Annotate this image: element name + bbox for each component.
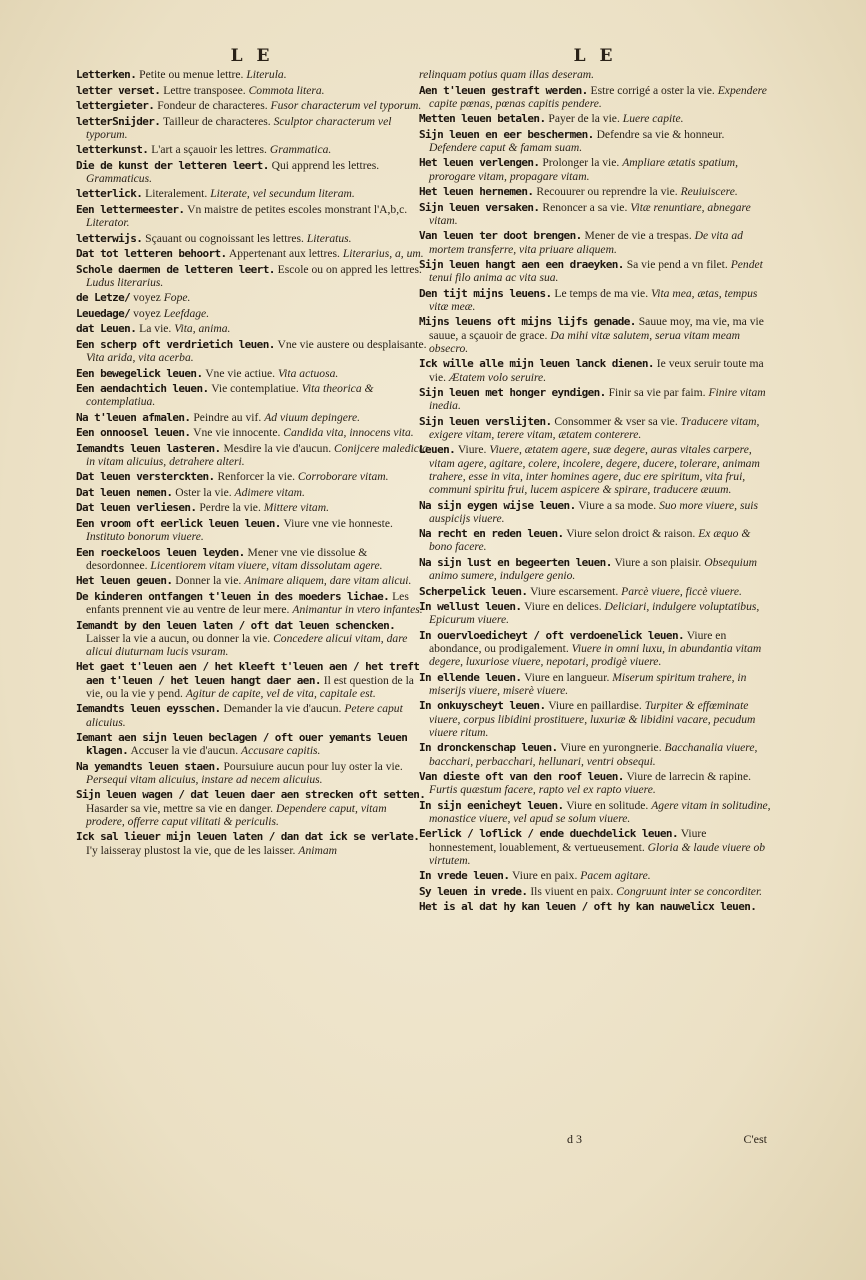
latin-gloss: Reuiuiscere. — [680, 185, 738, 199]
headword: Dat leuen versterckten. — [76, 470, 215, 484]
headword: Metten leuen betalen. — [419, 112, 546, 126]
dictionary-entry — [419, 128, 771, 154]
french-gloss: Renoncer a sa vie. — [542, 200, 628, 214]
latin-gloss: Expendere capite pœnas, pœnas capitis pendere. — [429, 83, 767, 110]
dictionary-entry — [419, 499, 771, 525]
latin-gloss: Pendet tenui filo anima ac vita sua. — [429, 258, 763, 285]
latin-gloss: Corroborare vitam. — [297, 470, 389, 484]
headword: Na recht en reden leuen. — [419, 527, 564, 541]
latin-gloss: Vitæ renuntiare, abnegare vitam. — [429, 200, 751, 227]
dictionary-entry — [76, 426, 428, 439]
latin-gloss: Ætatem volo seruire. — [448, 370, 547, 384]
dictionary-entry — [76, 291, 428, 304]
french-gloss: La vie. — [139, 322, 172, 336]
latin-gloss: Ad viuum depingere. — [264, 410, 361, 424]
latin-gloss: Parcè viuere, ficcè viuere. — [621, 584, 742, 598]
french-gloss: Ils viuent en paix. — [530, 884, 614, 898]
latin-gloss: Ludus literarius. — [86, 275, 164, 289]
french-gloss: Sauue moy, ma vie, ma vie sauue, a sçauoir de grace. — [429, 315, 764, 342]
latin-gloss: Mittere vitam. — [263, 501, 329, 515]
french-gloss: Laisser la vie a aucun, ou donner la vie. — [86, 631, 271, 645]
headword: Schole daermen de letteren leert. — [76, 262, 275, 276]
headword: letter verset. — [76, 83, 161, 97]
latin-gloss: Grammaticus. — [86, 171, 153, 185]
headword: Sijn leuen versaken. — [419, 200, 540, 214]
dictionary-entry — [76, 307, 428, 320]
headword: Een vroom oft eerlick leuen leuen. — [76, 516, 281, 530]
headword: In dronckenschap leuen. — [419, 741, 558, 755]
dictionary-entry — [76, 442, 428, 468]
latin-gloss: Da mihi vitæ salutem, serua vitam meam obsecro. — [429, 328, 741, 355]
french-gloss: Perdre la vie. — [199, 501, 261, 515]
dictionary-entry — [76, 760, 428, 786]
dictionary-entry — [76, 546, 428, 572]
dictionary-entry — [76, 470, 428, 483]
headword: Sijn leuen hangt aen een draeyken. — [419, 258, 624, 272]
headword: Die de kunst der letteren leert. — [76, 158, 269, 172]
latin-gloss: Persequi vitam alicuius, instare ad necem alicuius. — [86, 772, 323, 786]
headword: Na sijn eygen wijse leuen. — [419, 498, 576, 512]
french-gloss: Viure selon droict & raison. — [566, 527, 696, 541]
latin-gloss: Accusare capitis. — [241, 744, 321, 758]
latin-gloss: Agitur de capite, vel de vita, capitale est. — [185, 686, 376, 700]
french-gloss: Consommer & vser sa vie. — [554, 414, 678, 428]
latin-gloss: Deliciari, indulgere voluptatibus, Epicurum viuere. — [429, 600, 760, 627]
dictionary-entry — [419, 156, 771, 182]
headword: Sy leuen in vrede. — [419, 884, 528, 898]
headword: In ouervloedicheyt / oft verdoenelick leuen. — [419, 628, 684, 642]
french-gloss: Payer de la vie. — [548, 112, 620, 126]
dictionary-entry — [419, 443, 771, 496]
latin-gloss: Candida vita, innocens vita. — [283, 426, 414, 440]
dictionary-entry — [76, 486, 428, 499]
headword: Sijn leuen met honger eyndigen. — [419, 386, 606, 400]
catchword: C'est — [743, 1132, 767, 1146]
headword: letterSnijder. — [76, 114, 161, 128]
dictionary-entry — [76, 590, 428, 616]
latin-gloss: Concedere alicui vitam, dare alicui diuturnam lucis vsuram. — [86, 631, 408, 658]
headword: Na yemandts leuen staen. — [76, 759, 221, 773]
french-gloss: Vne vie actiue. — [205, 366, 276, 380]
dictionary-entry — [419, 699, 771, 739]
headword: Iemandts leuen lasteren. — [76, 441, 221, 455]
headword: Mijns leuens oft mijns lijfs genade. — [419, 315, 636, 329]
latin-gloss: Literula. — [246, 68, 287, 81]
french-gloss: Donner la vie. — [175, 574, 242, 588]
headword: Dat leuen nemen. — [76, 485, 173, 499]
headword: In ellende leuen. — [419, 670, 522, 684]
dictionary-entry — [419, 770, 771, 796]
headword: Sijn leuen en eer beschermen. — [419, 127, 594, 141]
headword: Een bewegelick leuen. — [76, 366, 203, 380]
latin-gloss: Instituto bonorum viuere. — [86, 530, 204, 544]
french-gloss: voyez — [133, 291, 161, 305]
dictionary-entry — [76, 367, 428, 380]
latin-gloss: relinquam potius quam illas deseram. — [419, 68, 595, 81]
french-gloss: I'y laisseray plustost la vie, que de les laisser. — [86, 843, 296, 857]
latin-gloss: Vita theorica & contemplatiua. — [86, 382, 374, 409]
dictionary-entry — [419, 799, 771, 825]
latin-gloss: Miserum spiritum trahere, in miserijs viuere, miserè viuere. — [429, 670, 747, 697]
headword: Dat tot letteren behoort. — [76, 247, 227, 261]
french-gloss: Viure a sa mode. — [578, 498, 657, 512]
french-gloss: Mener de vie a trespas. — [584, 229, 692, 243]
latin-gloss: Commota litera. — [248, 83, 325, 97]
latin-gloss: Furtis quæstum facere, rapto vel ex rapto viuere. — [429, 783, 656, 797]
dictionary-entry — [419, 600, 771, 626]
latin-gloss: Conijcere maledicta in vitam alicuius, detrahere alteri. — [86, 441, 428, 468]
dictionary-entry — [76, 115, 428, 141]
french-gloss: Vne vie austere ou desplaisante. — [277, 337, 427, 351]
left-column — [76, 46, 428, 859]
headword: Letterken. — [76, 68, 137, 81]
dictionary-entry — [419, 900, 771, 913]
dictionary-entry — [419, 315, 771, 355]
latin-gloss: Literarius, a, um. — [342, 247, 424, 261]
latin-gloss: Grammatica. — [269, 143, 332, 157]
french-gloss: Oster la vie. — [175, 485, 232, 499]
french-gloss: Viure honnestement, louablement, & vertueusement. — [429, 827, 707, 854]
french-gloss: Estre corrigé a oster la vie. — [590, 83, 715, 97]
headword: Een aendachtich leuen. — [76, 382, 209, 396]
dictionary-entry — [76, 788, 428, 828]
dictionary-entry — [419, 869, 771, 882]
headword: De kinderen ontfangen t'leuen in des moeders lichae. — [76, 589, 390, 603]
signature-mark: d 3 — [567, 1132, 582, 1146]
latin-gloss: Finire vitam inedia. — [429, 386, 766, 413]
headword: Het leuen geuen. — [76, 574, 173, 588]
french-gloss: Le temps de ma vie. — [554, 286, 649, 300]
headword: Een roeckeloos leuen leyden. — [76, 545, 245, 559]
french-gloss: Viure en abondance, ou prodigalement. — [429, 628, 727, 656]
latin-gloss: Animantur in vtero infantes. — [292, 603, 423, 617]
dictionary-entry — [419, 258, 771, 284]
dictionary-entry — [419, 287, 771, 313]
headword: Een lettermeester. — [76, 202, 185, 216]
latin-gloss: Fusor characterum vel typorum. — [270, 99, 422, 112]
headword: Iemant aen sijn leuen beclagen / oft ouer yemants leuen klagen. — [76, 731, 408, 758]
dictionary-entry — [76, 411, 428, 424]
headword: Van leuen ter doot brengen. — [419, 229, 582, 243]
french-gloss: Escole ou on appred les lettres. — [277, 262, 422, 276]
dictionary-entry — [76, 660, 428, 700]
french-gloss: Viure en yurongnerie. — [560, 741, 662, 755]
french-gloss: Vn maistre de petites escoles monstrant l'A,b,c. — [187, 202, 408, 216]
french-gloss: L'art a sçauoir les lettres. — [151, 143, 267, 157]
dictionary-entry — [419, 386, 771, 412]
french-gloss: voyez — [133, 306, 161, 320]
latin-gloss: Traducere vitam, exigere vitam, terere vitam, ætatem conterere. — [429, 414, 760, 441]
dictionary-entry — [76, 232, 428, 245]
latin-gloss: Adimere vitam. — [234, 485, 305, 499]
latin-gloss: Vita mea, ætas, tempus vitæ meæ. — [429, 286, 758, 313]
headword: de Letze/ — [76, 291, 131, 305]
latin-gloss: Literatus. — [306, 231, 352, 245]
latin-gloss: Viuere in omni luxu, in abundantia vitam degere, luxuriose viuere, nepotari, prodigè viuere. — [429, 642, 762, 669]
latin-gloss: Suo more viuere, suis auspicijs viuere. — [429, 498, 759, 525]
headword: Na t'leuen afmalen. — [76, 410, 191, 424]
latin-gloss: Animare aliquem, dare vitam alicui. — [244, 574, 412, 588]
french-gloss: Sa vie pend a vn filet. — [626, 258, 728, 272]
dictionary-entry — [419, 357, 771, 383]
french-gloss: Viure escarsement. — [530, 584, 619, 598]
french-gloss: Accuser la vie d'aucun. — [130, 744, 239, 758]
latin-gloss: De vita ad mortem transferre, vita priuare aliquem. — [429, 229, 743, 256]
headword: Een onnoosel leuen. — [76, 426, 191, 440]
headword: Sijn leuen verslijten. — [419, 414, 552, 428]
french-gloss: Demander la vie d'aucun. — [223, 702, 342, 716]
headword: letterkunst. — [76, 143, 149, 157]
french-gloss: Prolonger la vie. — [542, 156, 620, 170]
french-gloss: Lettre transposee. — [163, 83, 246, 97]
latin-gloss: Pacem agitare. — [580, 869, 651, 883]
dictionary-entry — [419, 84, 771, 110]
french-gloss: Viure en solitude. — [566, 798, 649, 812]
french-gloss: Les enfants prennent vie au ventre de leur mere. — [86, 589, 409, 617]
dictionary-entry — [76, 830, 428, 856]
dictionary-entry — [419, 741, 771, 767]
latin-gloss: Vita arida, vita acerba. — [86, 351, 194, 365]
latin-gloss: Viuere, ætatem agere, suæ degere, auras vitales carpere, vitam agere, agitare, colere, incolere, degere, ducere, tolerare, animam trahere, esse in vita, inter homines agere, duc ere spiritum, vita frui, communi spiritu frui, lucem aspicere & spirare, traducere æuum. — [429, 443, 760, 497]
french-gloss: Mener vne vie dissolue & desordonnee. — [86, 545, 368, 572]
headword: Van dieste oft van den roof leuen. — [419, 770, 624, 784]
dictionary-entry — [419, 671, 771, 697]
headword: Iemandts leuen eysschen. — [76, 702, 221, 716]
headword: Den tijt mijns leuens. — [419, 286, 552, 300]
dictionary-entry — [419, 185, 771, 198]
french-gloss: Peindre au vif. — [193, 410, 262, 424]
dictionary-entry — [419, 415, 771, 441]
headword: letterlick. — [76, 187, 143, 201]
dictionary-entry — [419, 201, 771, 227]
french-gloss: Viure en langueur. — [524, 670, 610, 684]
french-gloss: Defendre sa vie & honneur. — [596, 127, 725, 141]
headword: letterwijs. — [76, 231, 143, 245]
headword: Het leuen hernemen. — [419, 185, 534, 199]
french-gloss: Viure en paix. — [512, 869, 578, 883]
latin-gloss: Leefdage. — [163, 306, 210, 320]
french-gloss: Viure en paillardise. — [548, 699, 642, 713]
headword: Aen t'leuen gestraft werden. — [419, 83, 588, 97]
headword: dat Leuen. — [76, 322, 137, 336]
latin-gloss: Vita, anima. — [174, 322, 231, 336]
headword: In sijn eenicheyt leuen. — [419, 798, 564, 812]
headword: Het gaet t'leuen aen / het kleeft t'leuen aen / het treft aen t'leuen / het leuen hangt daer aen. — [76, 660, 420, 687]
french-gloss: Poursuiure aucun pour luy oster la vie. — [223, 759, 403, 773]
latin-gloss: Agere vitam in solitudine, monastice viuere, vel apud se solum viuere. — [429, 798, 771, 825]
latin-gloss: Bacchanalia viuere, bacchari, perbacchari, hellunari, ventri obsequi. — [429, 741, 758, 768]
headword: Na sijn lust en begeerten leuen. — [419, 555, 612, 569]
headword: Dat leuen verliesen. — [76, 501, 197, 515]
right-column-header: L E — [573, 46, 617, 66]
right-entries — [419, 68, 771, 914]
dictionary-entry — [76, 574, 428, 587]
dictionary-entry — [76, 159, 428, 185]
headword: Leuen. — [419, 443, 456, 457]
dictionary-entry — [419, 885, 771, 898]
dictionary-entry — [419, 585, 771, 598]
latin-gloss: Turpiter & effœminate viuere, corpus libidini prostituere, luxuriæ & libidini vacare, pecudum viuere ritum. — [429, 699, 756, 739]
latin-gloss: Obsequium animo sumere, indulgere genio. — [429, 555, 758, 583]
right-column — [419, 46, 771, 916]
headword: Ick wille alle mijn leuen lanck dienen. — [419, 357, 654, 371]
dictionary-entry — [76, 99, 428, 112]
latin-gloss: Sculptor characterum vel typorum. — [86, 114, 392, 141]
headword: In vrede leuen. — [419, 869, 510, 883]
french-gloss: Il est question de la vie, ou la vie y pend. — [86, 673, 414, 700]
dictionary-entry — [76, 263, 428, 289]
latin-gloss: Vita actuosa. — [277, 366, 339, 380]
french-gloss: Appertenant aux lettres. — [228, 247, 340, 261]
french-gloss: Finir sa vie par faim. — [608, 386, 706, 400]
dictionary-entry — [419, 229, 771, 255]
french-gloss: Vie contemplatiue. — [211, 382, 299, 396]
dictionary-entry — [76, 247, 428, 260]
dictionary-entry — [76, 203, 428, 229]
headword: Het is al dat hy kan leuen / oft hy kan nauwelicx leuen. — [419, 900, 757, 914]
headword: Iemandt by den leuen laten / oft dat leuen schencken. — [76, 618, 396, 632]
french-gloss: Viure en delices. — [524, 600, 602, 614]
french-gloss: Viure. — [457, 443, 487, 457]
french-gloss: Viure vne vie honneste. — [283, 516, 393, 530]
dictionary-entry — [76, 84, 428, 97]
french-gloss: Petite ou menue lettre. — [139, 68, 244, 81]
french-gloss: Mesdire la vie d'aucun. — [223, 441, 332, 455]
french-gloss: Tailleur de characteres. — [163, 114, 271, 128]
latin-gloss: Literate, vel secundum literam. — [210, 187, 355, 201]
latin-gloss: Petere caput alicuius. — [86, 702, 403, 729]
dictionary-entry — [76, 68, 428, 81]
dictionary-entry — [76, 187, 428, 200]
dictionary-entry — [76, 143, 428, 156]
left-entries — [76, 68, 428, 857]
headword: In onkuyscheyt leuen. — [419, 699, 546, 713]
french-gloss: Viure de larrecin & rapine. — [626, 770, 752, 784]
latin-gloss: Fope. — [163, 291, 191, 305]
latin-gloss: Congruunt inter se concorditer. — [616, 884, 763, 898]
latin-gloss: Literator. — [86, 216, 130, 230]
headword: Ick sal lieuer mijn leuen laten / dan dat ick se verlate. — [76, 830, 420, 844]
french-gloss: Viure a son plaisir. — [614, 555, 702, 569]
dictionary-entry — [419, 556, 771, 582]
french-gloss: Hasarder sa vie, mettre sa vie en danger. — [86, 801, 274, 815]
latin-gloss: Gloria & laude viuere ob virtutem. — [429, 840, 766, 867]
dictionary-entry — [76, 382, 428, 408]
headword: Eerlick / loflick / ende duechdelick leuen. — [419, 827, 678, 841]
french-gloss: Renforcer la vie. — [217, 470, 296, 484]
dictionary-entry — [419, 629, 771, 669]
dictionary-entry — [76, 338, 428, 364]
french-gloss: Fondeur de characteres. — [157, 99, 268, 112]
dictionary-entry — [419, 112, 771, 125]
headword: Leuedage/ — [76, 306, 131, 320]
latin-gloss: Ampliare ætatis spatium, prorogare vitam, propagare vitam. — [429, 156, 739, 183]
dictionary-entry — [76, 517, 428, 543]
french-gloss: Qui apprend les lettres. — [271, 158, 380, 172]
left-column-header: L E — [230, 46, 274, 66]
latin-gloss: Licentiorem vitam viuere, vitam dissolutam agere. — [150, 558, 383, 572]
dictionary-entry — [76, 322, 428, 335]
headword: In wellust leuen. — [419, 600, 522, 614]
headword: Een scherp oft verdrietich leuen. — [76, 337, 275, 351]
latin-gloss: Luere capite. — [622, 112, 684, 126]
dictionary-entry — [419, 527, 771, 553]
latin-gloss: Defendere caput & famam suam. — [429, 140, 583, 154]
headword: Scherpelick leuen. — [419, 584, 528, 598]
french-gloss: Recouurer ou reprendre la vie. — [536, 185, 678, 199]
dictionary-entry — [76, 619, 428, 659]
latin-gloss: Dependere caput, vitam prodere, offerre caput vilitati & periculis. — [86, 801, 387, 828]
latin-gloss: Animam — [298, 843, 338, 857]
headword: Sijn leuen wagen / dat leuen daer aen strecken oft setten. — [76, 788, 426, 802]
dictionary-entry — [419, 68, 771, 81]
headword: lettergieter. — [76, 99, 155, 112]
headword: Het leuen verlengen. — [419, 156, 540, 170]
french-gloss: Ie veux seruir toute ma vie. — [429, 357, 764, 384]
dictionary-entry — [419, 827, 771, 867]
french-gloss: Vne vie innocente. — [193, 426, 281, 440]
dictionary-entry — [76, 702, 428, 728]
dictionary-entry — [76, 731, 428, 757]
french-gloss: Literalement. — [145, 187, 208, 201]
french-gloss: Sçauant ou cognoissant les lettres. — [145, 231, 304, 245]
dictionary-entry — [76, 501, 428, 514]
latin-gloss: Ex æquo & bono facere. — [429, 527, 751, 554]
